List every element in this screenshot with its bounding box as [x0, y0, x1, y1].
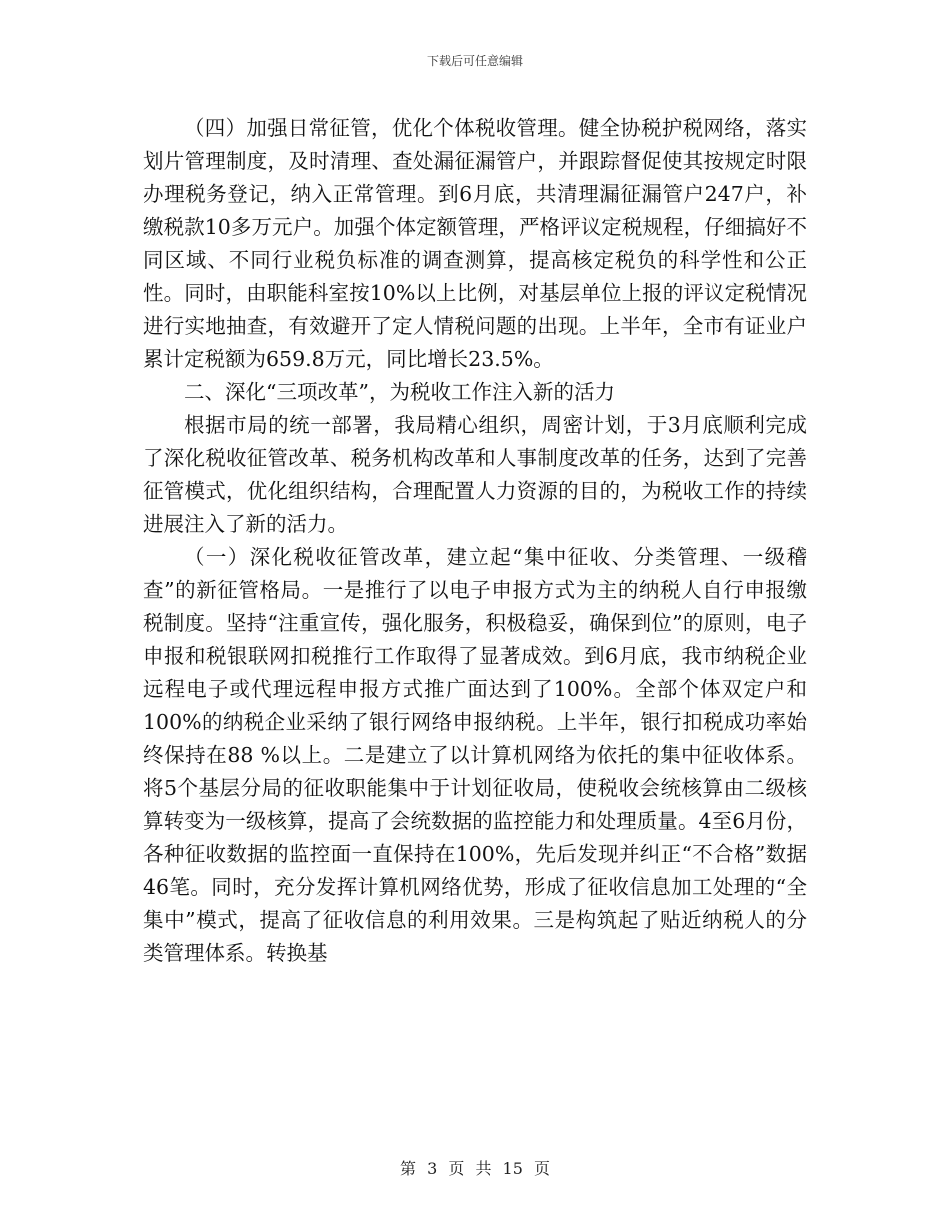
section-heading-three-reforms: 二、深化“三项改革”，为税收工作注入新的活力 — [184, 380, 615, 404]
page-number-footer: 第 3 页 共 15 页 — [400, 1159, 550, 1178]
paragraph-individual-tax-management: （四）加强日常征管，优化个体税收管理。健全协税护税网络，落实划片管理制度，及时清理、查处漏征漏管户，并跟踪督促使其按规定时限办理税务登记，纳入正常管理。到6月底，共清理漏征漏管户247户，补缴税款10多万元户。加强个体定额管理，严格评议定税规程，仔细搞好不同区域、不同行业税负标准的调查测算，提高核定税负的科学性和公正性。同时，由职能科室按10%以上比例，对基层单位上报的评议定税情况进行实地抽查，有效避开了定人情税问题的出现。上半年，全市有证业户累计定税额为659.8万元，同比增长23.5%。 — [143, 116, 807, 371]
paragraph-collection-reform: （一）深化税收征管改革，建立起“集中征收、分类管理、一级稽查”的新征管格局。一是推行了以电子申报方式为主的纳税人自行申报缴税制度。坚持“注重宣传，强化服务，积极稳妥，确保到位”的原则，电子申报和税银联网扣税推行工作取得了显著成效。到6月底，我市纳税企业远程电子或代理远程申报方式推广面达到了100%。全部个体双定户和100%的纳税企业采纳了银行网络申报纳税。上半年，银行扣税成功率始终保持在88 %以上。二是建立了以计算机网络为依托的集中征收体系。将5个基层分局的征收职能集中于计划征收局，使税收会统核算由二级核算转变为一级核算，提高了会统数据的监控能力和处理质量。4至6月份，各种征收数据的监控面一直保持在100%，先后发现并纠正“不合格”数据46笔。同时，充分发挥计算机网络优势，形成了征收信息加工处理的“全集中”模式，提高了征收信息的利用效果。三是构筑起了贴近纳税人的分类管理体系。转换基 — [143, 545, 807, 965]
paragraph-reform-overview: 根据市局的统一部署，我局精心组织，周密计划，于3月底顺利完成了深化税收征管改革、税务机构改革和人事制度改革的任务，达到了完善征管模式，优化组织结构，合理配置人力资源的目的，为税收工作的持续进展注入了新的活力。 — [143, 413, 807, 536]
document-body — [143, 112, 807, 970]
page-header: 下载后可任意编辑 — [426, 54, 523, 68]
